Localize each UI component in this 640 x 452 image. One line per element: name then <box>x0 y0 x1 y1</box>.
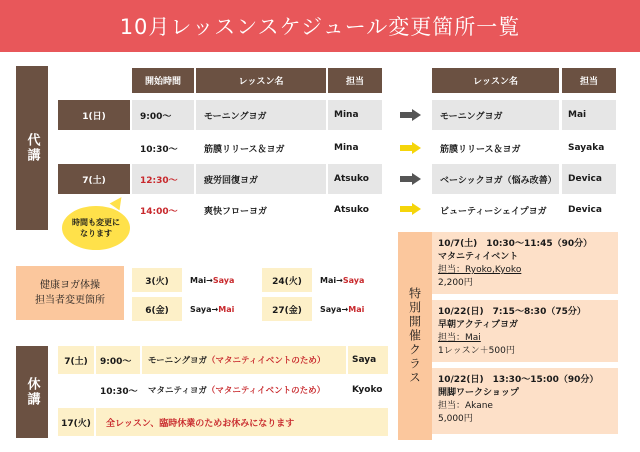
substitute-instructor: Mina <box>328 100 382 130</box>
closed-instructor: Saya <box>348 346 388 374</box>
health-yoga-change <box>186 268 258 292</box>
bubble-text-line: 時間も変更に <box>72 218 120 227</box>
event-name: マタニティイベント <box>438 252 519 262</box>
health-yoga-day: 27(金) <box>262 297 312 321</box>
event-price: 5,000円 <box>438 414 473 424</box>
event-instructor: 担当：Mai <box>438 333 481 343</box>
event-name: 開脚ワークショップ <box>438 388 519 398</box>
substitute-side-label: 代講 <box>16 66 48 230</box>
closed-lesson-name: マタニティヨガ <box>148 386 207 396</box>
event-instructor: 担当：Akane <box>438 401 493 411</box>
event-when: 10/22(日) 7:15～8:30（75分） <box>438 307 586 317</box>
new-lesson: ビューティーシェイプヨガ <box>440 206 547 217</box>
health-yoga-day: 24(火) <box>262 268 312 292</box>
closed-date: 17(火) <box>58 408 94 436</box>
event-price: 1レッスン＋500円 <box>438 346 515 356</box>
substitute-time: 10:30～ <box>140 144 178 155</box>
closed-lesson-note: （マタニティイベントのため） <box>206 386 326 396</box>
health-yoga-label-line: 担当者変更箇所 <box>35 295 105 306</box>
substitute-lesson: 爽快フローヨガ <box>204 206 268 217</box>
new-lesson: ベーシックヨガ（悩み改善） <box>432 164 559 194</box>
change-to: Saya <box>212 275 235 285</box>
health-yoga-label-line: 健康ヨガ体操 <box>40 280 100 291</box>
substitute-date: 1(日) <box>58 100 130 130</box>
new-instructor: Devica <box>562 164 616 194</box>
health-yoga-change <box>186 297 258 321</box>
closed-lesson <box>142 346 346 374</box>
closed-lesson-note: （マタニティイベントのため） <box>207 356 326 366</box>
change-arrow: → <box>211 304 219 314</box>
new-instructor: Mai <box>562 100 616 130</box>
event-instructor: 担当：Ryoko,Kyoko <box>438 265 522 275</box>
change-from: Mai <box>320 275 337 285</box>
closed-lesson <box>142 376 346 404</box>
header-new-lesson-name: レッスン名 <box>432 68 559 93</box>
event-name: 早朝アクティブヨガ <box>438 320 519 330</box>
substitute-instructor: Atsuko <box>328 164 382 194</box>
substitute-time: 14:00～ <box>140 206 178 217</box>
closed-instructor: Kyoko <box>352 385 383 395</box>
change-arrow: → <box>341 304 349 314</box>
arrow-icon <box>400 173 422 185</box>
change-to: Mai <box>348 304 365 314</box>
special-side-label: 特別開催クラス <box>398 232 432 440</box>
change-from: Mai <box>190 275 207 285</box>
closed-message: 全レッスン、臨時休業のためお休みになります <box>96 408 388 436</box>
new-instructor: Devica <box>568 205 602 215</box>
header-new-instructor: 担当 <box>562 68 616 93</box>
header-start-time: 開始時間 <box>132 68 194 93</box>
closed-time: 10:30～ <box>100 386 138 397</box>
arrow-icon <box>400 203 422 215</box>
change-to: Mai <box>218 304 235 314</box>
closed-time: 9:00～ <box>96 346 140 374</box>
speech-bubble <box>62 206 130 250</box>
new-instructor: Sayaka <box>568 143 605 153</box>
substitute-time: 12:30～ <box>132 164 194 194</box>
substitute-lesson: 疲労回復ヨガ <box>196 164 326 194</box>
closed-side-label: 休講 <box>16 346 48 438</box>
special-event-card <box>432 368 618 434</box>
bubble-text-line: なります <box>80 229 112 238</box>
health-yoga-day: 6(金) <box>132 297 182 321</box>
health-yoga-day: 3(火) <box>132 268 182 292</box>
event-price: 2,200円 <box>438 278 473 288</box>
new-lesson: モーニングヨガ <box>432 100 559 130</box>
health-yoga-change <box>316 297 388 321</box>
health-yoga-change <box>316 268 388 292</box>
substitute-time: 9:00～ <box>132 100 194 130</box>
page-title: 10月レッスンスケジュール変更箇所一覧 <box>0 0 640 52</box>
substitute-instructor: Mina <box>334 143 359 153</box>
substitute-date: 7(土) <box>58 164 130 194</box>
change-from: Saya <box>320 304 342 314</box>
event-when: 10/22(日) 13:30～15:00（90分） <box>438 375 599 385</box>
header-instructor: 担当 <box>328 68 382 93</box>
new-lesson: 筋膜リリース＆ヨガ <box>440 144 521 155</box>
change-to: Saya <box>342 275 365 285</box>
substitute-lesson: モーニングヨガ <box>196 100 326 130</box>
special-event-card <box>432 300 618 362</box>
health-yoga-label <box>16 266 124 320</box>
closed-lesson-name: モーニングヨガ <box>148 356 207 366</box>
change-from: Saya <box>190 304 212 314</box>
header-lesson-name: レッスン名 <box>196 68 326 93</box>
special-event-card <box>432 232 618 294</box>
substitute-lesson: 筋膜リリース＆ヨガ <box>204 144 285 155</box>
change-arrow: → <box>206 275 213 285</box>
event-when: 10/7(土) 10:30～11:45（90分） <box>438 239 593 249</box>
arrow-icon <box>400 142 422 154</box>
closed-date: 7(土) <box>58 346 94 374</box>
change-arrow: → <box>336 275 343 285</box>
arrow-icon <box>400 109 422 121</box>
substitute-instructor: Atsuko <box>334 205 369 215</box>
